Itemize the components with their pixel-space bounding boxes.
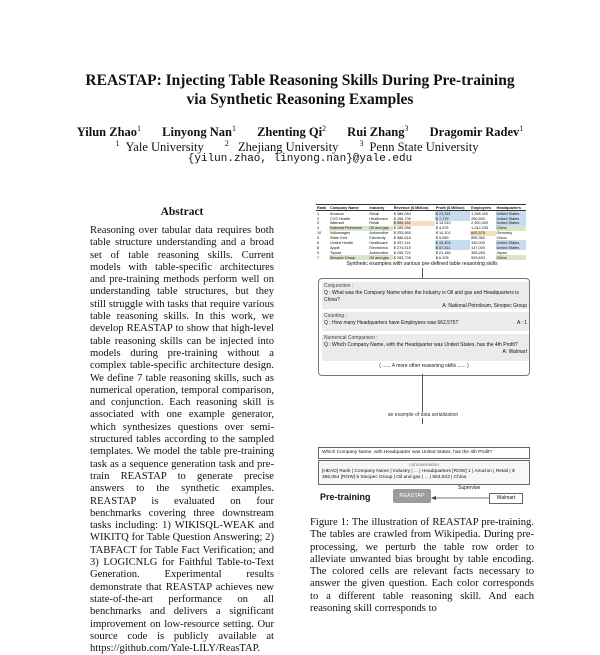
table-cell: Electricity — [369, 236, 386, 240]
table-cell: United States — [496, 240, 526, 245]
table-cell: 330,000 — [471, 240, 485, 245]
table-cell: 366,283 — [471, 250, 485, 255]
more-skills-note: ( ...... 4 more other reasoning skills ...... ) — [379, 363, 469, 369]
table-cell: Germany — [496, 231, 513, 236]
supervise-arrow-icon — [431, 489, 491, 503]
title-line-1: REASTAP: Injecting Table Reasoning Skills During Pre-training — [85, 72, 515, 89]
table-cell: 256,500 — [471, 216, 485, 221]
table-cell: Retail — [369, 221, 380, 226]
author: Dragomir Radev$^1$ — [429, 124, 524, 140]
table-cell: $ 5,580 — [435, 236, 449, 240]
table-cell: 5 — [317, 236, 320, 240]
table-cell: Oil and gas — [368, 255, 392, 260]
table-header: Rank — [316, 205, 329, 211]
serialized-table — [318, 460, 530, 485]
table-cell: $ 6,205 — [435, 255, 449, 260]
table-cell: $ 57,411 — [435, 245, 470, 250]
table-cell: Japan — [496, 250, 507, 255]
figure-caption: Figure 1: The illustration of REASTAP pre-training. The tables are crawled from Wikipedia. During pre-processing, we perturb the table row order to alleviate unwanted bias brought by table encoding. The colored cells are relevant facts necessary to answer the given question. Each color corresponds to a different table reasoning skill. And each reasoning skill corresponds to — [310, 517, 534, 615]
table-cell: Electronics — [369, 245, 388, 250]
table-cell: $ 386,064 — [393, 211, 411, 216]
table-cell: 2,300,000 — [471, 221, 489, 226]
author: Yilun Zhao$^1$ — [76, 124, 142, 140]
table-header: Employees — [470, 205, 495, 211]
example-line — [324, 320, 527, 327]
table-cell: Healthcare — [369, 240, 388, 245]
table-cell: 1 — [317, 211, 320, 216]
example-answer: A: Walmart — [502, 348, 527, 355]
example-answer: A: National Petroleum, Sinopec Group — [442, 303, 527, 310]
serialized-table-text: [HEAD] Rank | Company Name | Industry | ... | Headquarters [ROW] 1 | Amazon | Retail | $ 386,064 [ROW] 5 Sinopec Group | Oil and gas | ... | 553,833 | China — [322, 469, 515, 481]
table-cell: $ 21,331 — [435, 211, 470, 216]
table-cell: Apple — [329, 245, 340, 250]
serialization-caption: an example of data serialization — [318, 412, 528, 418]
author: Zhenting Qi$^2$ — [257, 124, 327, 140]
abstract-heading: Abstract — [160, 206, 204, 218]
affiliation: $^1$ Yale University — [115, 139, 204, 155]
table-cell: $ 10,102 — [435, 231, 451, 236]
abstract-body: Reasoning over tabular data requires both table structure understanding and a broad set of table reasoning skills. Current models with table-specific architectures and pre-training methods perform well on understanding table structures, but they still struggle with tasks that require various table reasoning skills. In this work, we develop REASTAP to show that high-level table reasoning skills can be injected into models during pre-training without a complex table-specific architecture design. We define 7 table reasoning skills, such as numerical operation, temporal comparison, and conjunction. Each reasoning skill is associated with one example generator, which synthesizes questions over semi-structured tables according to the sampled templates. We model the table pre-training task as a sequence generation task and pre-train REASTAP to generate precise answers to the synthetic examples. REASTAP is evaluated on four benchmarks covering three downstream tasks including: 1) WIKISQL-WEAK and WIKITQ for Table Question Answering; 2) TABFACT for Table Fact Verification; and 3) LOGICNLG for Faithful Table-to-Text Generation. Experimental results demonstrate that REASTAP achieves new state-of-the-art performance on all benchmarks and delivers a significant improvement on low-resource setting. Our source code is publicly available at https://github.com/Yale-LILY/ReasTAP. — [90, 225, 274, 655]
table-cell: Volkswagen — [329, 231, 351, 236]
example-answer: A : 1 — [516, 319, 527, 326]
table-cell: 9 — [317, 250, 320, 255]
table-cell: 4 — [317, 226, 320, 231]
table-cell: Sinopec Group — [329, 255, 368, 260]
author-email[interactable]: {yilun.zhao, linyong.nan}@yale.edu — [187, 153, 413, 165]
table-cell: $ 386,618 — [393, 236, 411, 240]
table-cell: 2 — [317, 216, 320, 221]
table-cell: $ 274,515 — [393, 245, 411, 250]
numerical-comparison-example — [322, 334, 529, 361]
examples-box — [318, 278, 530, 376]
conjunction-example — [322, 282, 529, 309]
table-cell: $ 7,179 — [435, 216, 470, 221]
example-question: Q : What was the Company Name when the Industry is Oil and gas and Headquarters is China? — [324, 289, 519, 303]
table-cell: United States — [496, 245, 526, 250]
table-row — [316, 255, 526, 260]
table-cell: 8 — [317, 245, 320, 250]
table-cell: Healthcare — [369, 216, 388, 221]
table-cell: Automotive — [369, 250, 389, 255]
table-cell: $ 256,722 — [393, 250, 411, 255]
affiliation: $^2$ Zhejiang University — [224, 139, 339, 155]
table-cell: 662,575 — [470, 231, 495, 236]
table-cell: United States — [496, 221, 526, 226]
table-header: Company Name — [329, 205, 368, 211]
synthetic-examples-caption: Synthetic examples with various pre-defined table reasoning skills — [346, 261, 498, 267]
pretraining-label: Pre-training — [320, 492, 371, 502]
table-cell: $ 253,965 — [393, 231, 411, 236]
table-cell: State Grid — [329, 236, 348, 240]
skill-label: Counting : — [324, 313, 347, 319]
table-cell: United States — [496, 211, 526, 216]
table-cell: 10 — [317, 231, 322, 236]
table-cell: 1,242,245 — [471, 226, 489, 231]
table-cell: 1,298,000 — [471, 211, 489, 216]
table-cell: China — [496, 236, 507, 240]
affiliation: $^3$ Penn State University — [359, 139, 479, 155]
table-cell: 3 — [317, 221, 320, 226]
table-cell: Amazon — [329, 211, 344, 216]
answer-box: Walmart — [489, 493, 523, 504]
paper-title — [40, 71, 560, 109]
table-cell: 553,833 — [471, 255, 485, 260]
table-header: Profit ($ Million) — [435, 205, 470, 211]
author: Rui Zhang$^3$ — [347, 124, 409, 140]
skill-label: Conjunction : — [324, 283, 354, 289]
table-cell: 896,360 — [471, 236, 485, 240]
table-cell: 6 — [317, 240, 320, 245]
concatenation-label: concatenation — [409, 463, 439, 468]
table-cell: Automotive — [369, 231, 389, 236]
table-cell: $ 283,728 — [393, 255, 411, 260]
table-cell: CVS Health — [329, 216, 350, 221]
model-box: REASTAP — [393, 489, 431, 503]
table-header: Industry — [368, 205, 392, 211]
table-cell: 147,000 — [471, 245, 485, 250]
table-cell: Walmart — [329, 221, 344, 226]
table-cell: $ 283,958 — [393, 226, 411, 231]
skill-label: Numerical Comparison : — [324, 335, 378, 341]
author: Linyong Nan$^1$ — [162, 124, 236, 140]
example-table — [316, 204, 526, 260]
table-cell: Retail — [369, 211, 380, 216]
table-cell: $ 4,575 — [435, 226, 449, 231]
table-cell: $ 13,510 — [435, 221, 451, 226]
table-cell: Toyota — [329, 250, 342, 255]
table-cell: National Petroleum — [329, 226, 368, 231]
arrow-down — [422, 268, 423, 278]
table-cell: China — [496, 255, 526, 260]
example-question: Q : How many Headquarters have Employees was 662,575? — [324, 319, 459, 326]
table-cell: $ 559,151 — [393, 221, 435, 226]
table-cell: $ 15,403 — [435, 240, 470, 245]
example-question: Q : Which Company Name, with the Headquarter was United States, has the 4th Profit? — [324, 341, 518, 348]
figure-1 — [310, 204, 535, 514]
table-cell: $ 21,180 — [435, 250, 451, 255]
supervise-label: Supervise — [458, 485, 481, 491]
table-cell: 7 — [317, 255, 320, 260]
table-cell: Oil and gas — [368, 226, 392, 231]
counting-example — [322, 312, 529, 331]
table-cell: $ 257,141 — [393, 240, 411, 245]
title-line-2: via Synthetic Reasoning Examples — [186, 91, 414, 108]
table-cell: United States — [496, 216, 526, 221]
table-cell: $ 268,706 — [393, 216, 411, 221]
table-cell: United Health — [329, 240, 353, 245]
table-cell: China — [496, 226, 526, 231]
table-header: Headquarters — [496, 205, 526, 211]
serialized-question: Which Company Name, with Headquarter was United States, has the 4th Profit? — [318, 447, 530, 459]
table-header: Revenue ($ Million) — [393, 205, 435, 211]
